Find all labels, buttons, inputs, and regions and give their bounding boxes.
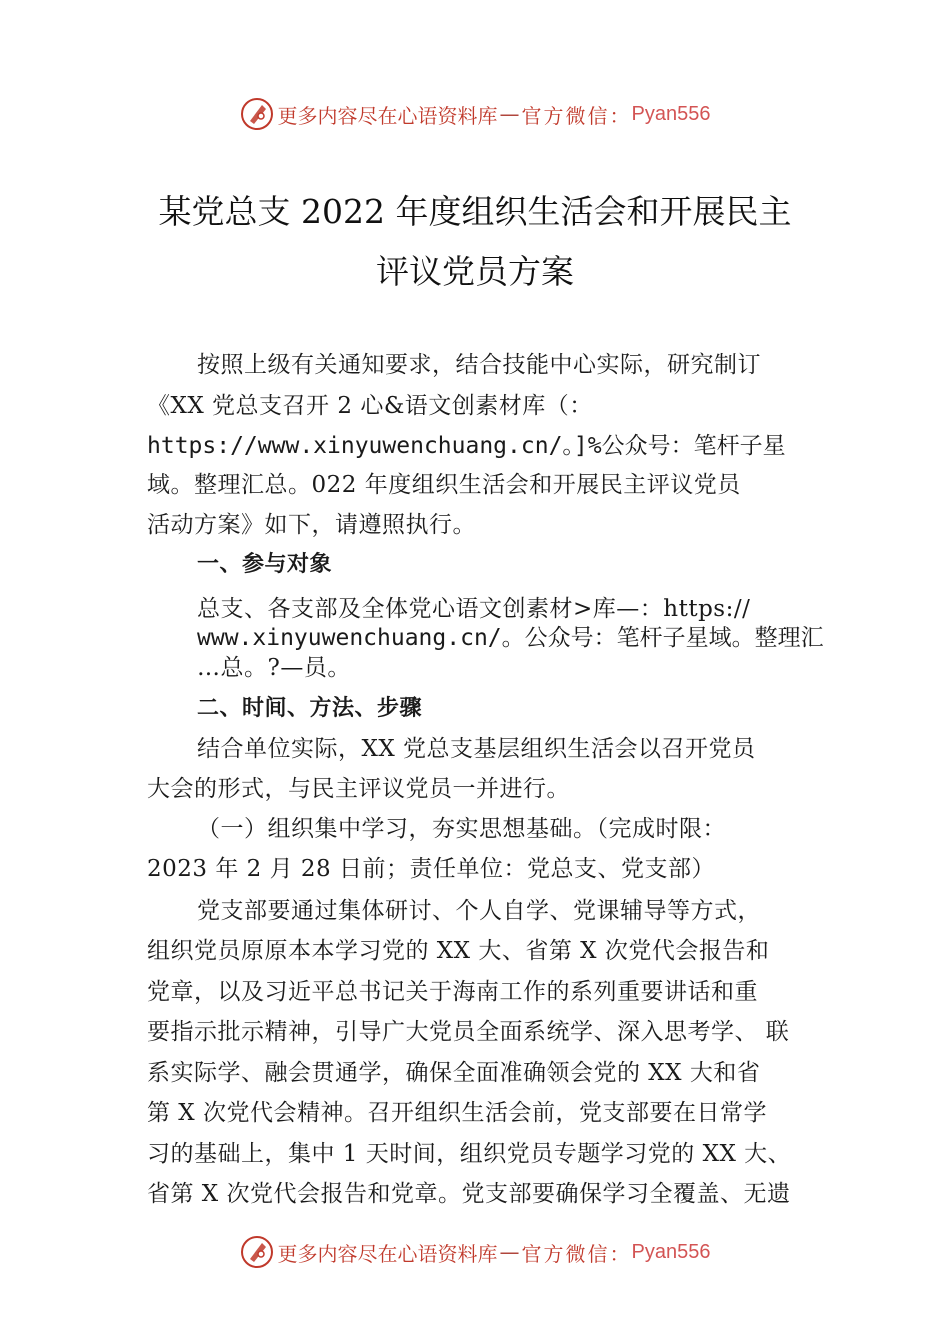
banner-wechat-id: Pyan556: [631, 1240, 711, 1263]
body-line: 活动方案》如下，请遵照执行。: [147, 512, 476, 538]
body-line: …总。?—员。: [197, 655, 351, 681]
banner-text: 更多内容尽在心语资料库: [277, 1241, 498, 1266]
body-line: 要指示批示精神，引导广大党员全面系统学、深入思考学、 联: [147, 1019, 790, 1045]
body-line: 结合单位实际，XX 党总支基层组织生活会以召开党员: [197, 736, 756, 762]
body-line: 组织党员原原本本学习党的 XX 大、省第 X 次党代会报告和: [147, 938, 770, 964]
body-line: 党支部要通过集体研讨、个人自学、党课辅导等方式，: [197, 898, 761, 924]
body-line: https://www.xinyuwenchuang.cn/。]%公众号：笔杆子星: [147, 433, 786, 459]
banner-wechat-label: 官方微信：: [521, 1241, 632, 1266]
section-heading: 一、参与对象: [197, 552, 333, 577]
banner-wechat-id: Pyan556: [631, 102, 711, 125]
banner-wechat-label: 官方微信：: [521, 103, 632, 128]
footer-banner: [0, 1232, 950, 1272]
body-line: 大会的形式，与民主评议党员一并进行。: [147, 776, 570, 802]
body-line: 2023 年 2 月 28 日前；责任单位：党总支、党支部）: [147, 856, 715, 882]
document-title-line-2: 评议党员方案: [376, 252, 574, 291]
banner-separator: —: [499, 102, 520, 126]
header-banner: [0, 94, 950, 134]
body-line: 省第 X 次党代会报告和党章。党支部要确保学习全覆盖、无遗: [147, 1181, 791, 1207]
body-line: www.xinyuwenchuang.cn/。公众号：笔杆子星域。整理汇: [197, 625, 824, 651]
body-line: 系实际学、融会贯通学，确保全面准确领会党的 XX 大和省: [147, 1060, 761, 1086]
banner-text: 更多内容尽在心语资料库: [277, 103, 498, 128]
body-line: 第 X 次党代会精神。召开组织生活会前，党支部要在日常学: [147, 1100, 767, 1126]
body-line: 习的基础上，集中 1 天时间，组织党员专题学习党的 XX 大、: [147, 1141, 792, 1167]
banner-separator: —: [499, 1240, 520, 1264]
section-heading: 二、时间、方法、步骤: [197, 696, 423, 721]
body-line: 域。整理汇总。022 年度组织生活会和开展民主评议党员: [147, 472, 741, 498]
body-line: 党章，以及习近平总书记关于海南工作的系列重要讲话和重: [147, 979, 758, 1005]
body-line: （一）组织集中学习，夯实思想基础。（完成时限：: [197, 816, 726, 842]
pen-nib-logo-icon: [240, 97, 274, 131]
body-line: 《XX 党总支召开 2 心&语文创素材库（：: [147, 393, 593, 419]
document-title-line-1: 某党总支 2022 年度组织生活会和开展民主: [158, 192, 792, 231]
pen-nib-logo-icon: [240, 1235, 274, 1269]
body-line: 按照上级有关通知要求，结合技能中心实际，研究制订: [197, 352, 761, 378]
body-line: 总支、各支部及全体党心语文创素材>库—：https://: [197, 596, 751, 622]
